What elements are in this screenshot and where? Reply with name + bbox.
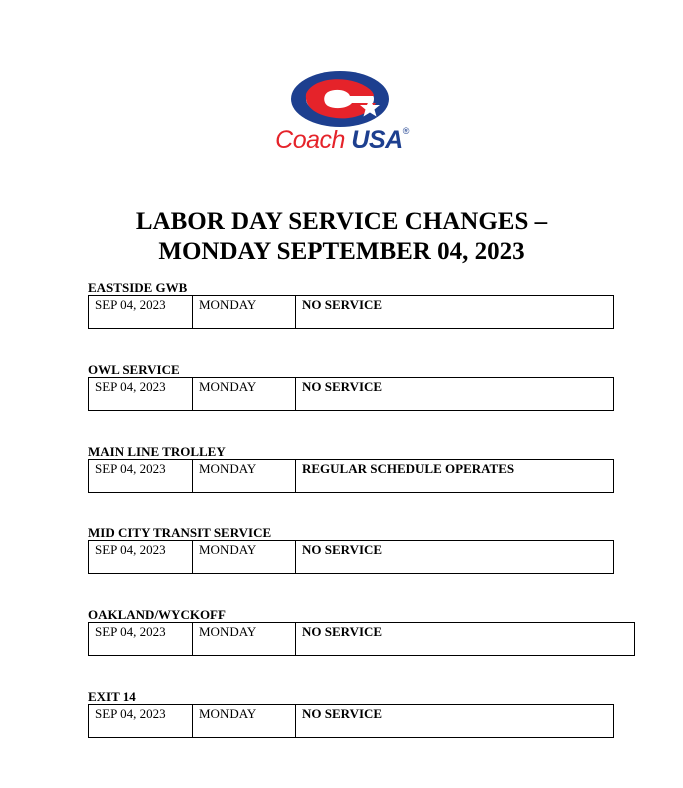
day-cell: MONDAY [193, 623, 296, 656]
date-cell: SEP 04, 2023 [89, 623, 193, 656]
table-row [89, 705, 614, 738]
day-cell: MONDAY [193, 541, 296, 574]
service-table [88, 704, 614, 738]
day-cell: MONDAY [193, 378, 296, 411]
table-row [89, 460, 614, 493]
status-cell: NO SERVICE [296, 623, 635, 656]
title-line-2: MONDAY SEPTEMBER 04, 2023 [158, 238, 525, 265]
section-title: MID CITY TRANSIT SERVICE [88, 525, 272, 540]
section-title: OAKLAND/WYCKOFF [88, 607, 226, 622]
coach-usa-emblem-icon [290, 70, 394, 128]
table-row [89, 623, 635, 656]
service-section [88, 690, 614, 738]
coach-usa-logo [262, 70, 422, 160]
section-title: OWL SERVICE [88, 362, 180, 377]
service-section [88, 608, 635, 656]
section-title: MAIN LINE TROLLEY [88, 444, 226, 459]
service-section [88, 363, 614, 411]
status-cell: REGULAR SCHEDULE OPERATES [296, 460, 614, 493]
service-section [88, 526, 614, 574]
title-line-1: LABOR DAY SERVICE CHANGES – [135, 208, 548, 235]
day-cell: MONDAY [193, 460, 296, 493]
logo-word-coach: Coach [275, 126, 345, 154]
day-cell: MONDAY [193, 705, 296, 738]
day-cell: MONDAY [193, 296, 296, 329]
service-table [88, 377, 614, 411]
date-cell: SEP 04, 2023 [89, 541, 193, 574]
status-cell: NO SERVICE [296, 541, 614, 574]
date-cell: SEP 04, 2023 [89, 705, 193, 738]
status-cell: NO SERVICE [296, 378, 614, 411]
table-row [89, 296, 614, 329]
service-table [88, 540, 614, 574]
logo-word-usa: USA [351, 126, 403, 154]
service-section [88, 445, 614, 493]
date-cell: SEP 04, 2023 [89, 378, 193, 411]
service-table [88, 295, 614, 329]
logo-registered-mark: ® [402, 126, 409, 136]
table-row [89, 378, 614, 411]
date-cell: SEP 04, 2023 [89, 460, 193, 493]
status-cell: NO SERVICE [296, 705, 614, 738]
status-cell: NO SERVICE [296, 296, 614, 329]
page-title [0, 207, 683, 267]
date-cell: SEP 04, 2023 [89, 296, 193, 329]
service-table [88, 622, 635, 656]
coach-usa-wordmark [262, 126, 422, 155]
service-section [88, 281, 614, 329]
section-title: EASTSIDE GWB [88, 280, 188, 295]
section-title: EXIT 14 [88, 689, 136, 704]
table-row [89, 541, 614, 574]
service-table [88, 459, 614, 493]
